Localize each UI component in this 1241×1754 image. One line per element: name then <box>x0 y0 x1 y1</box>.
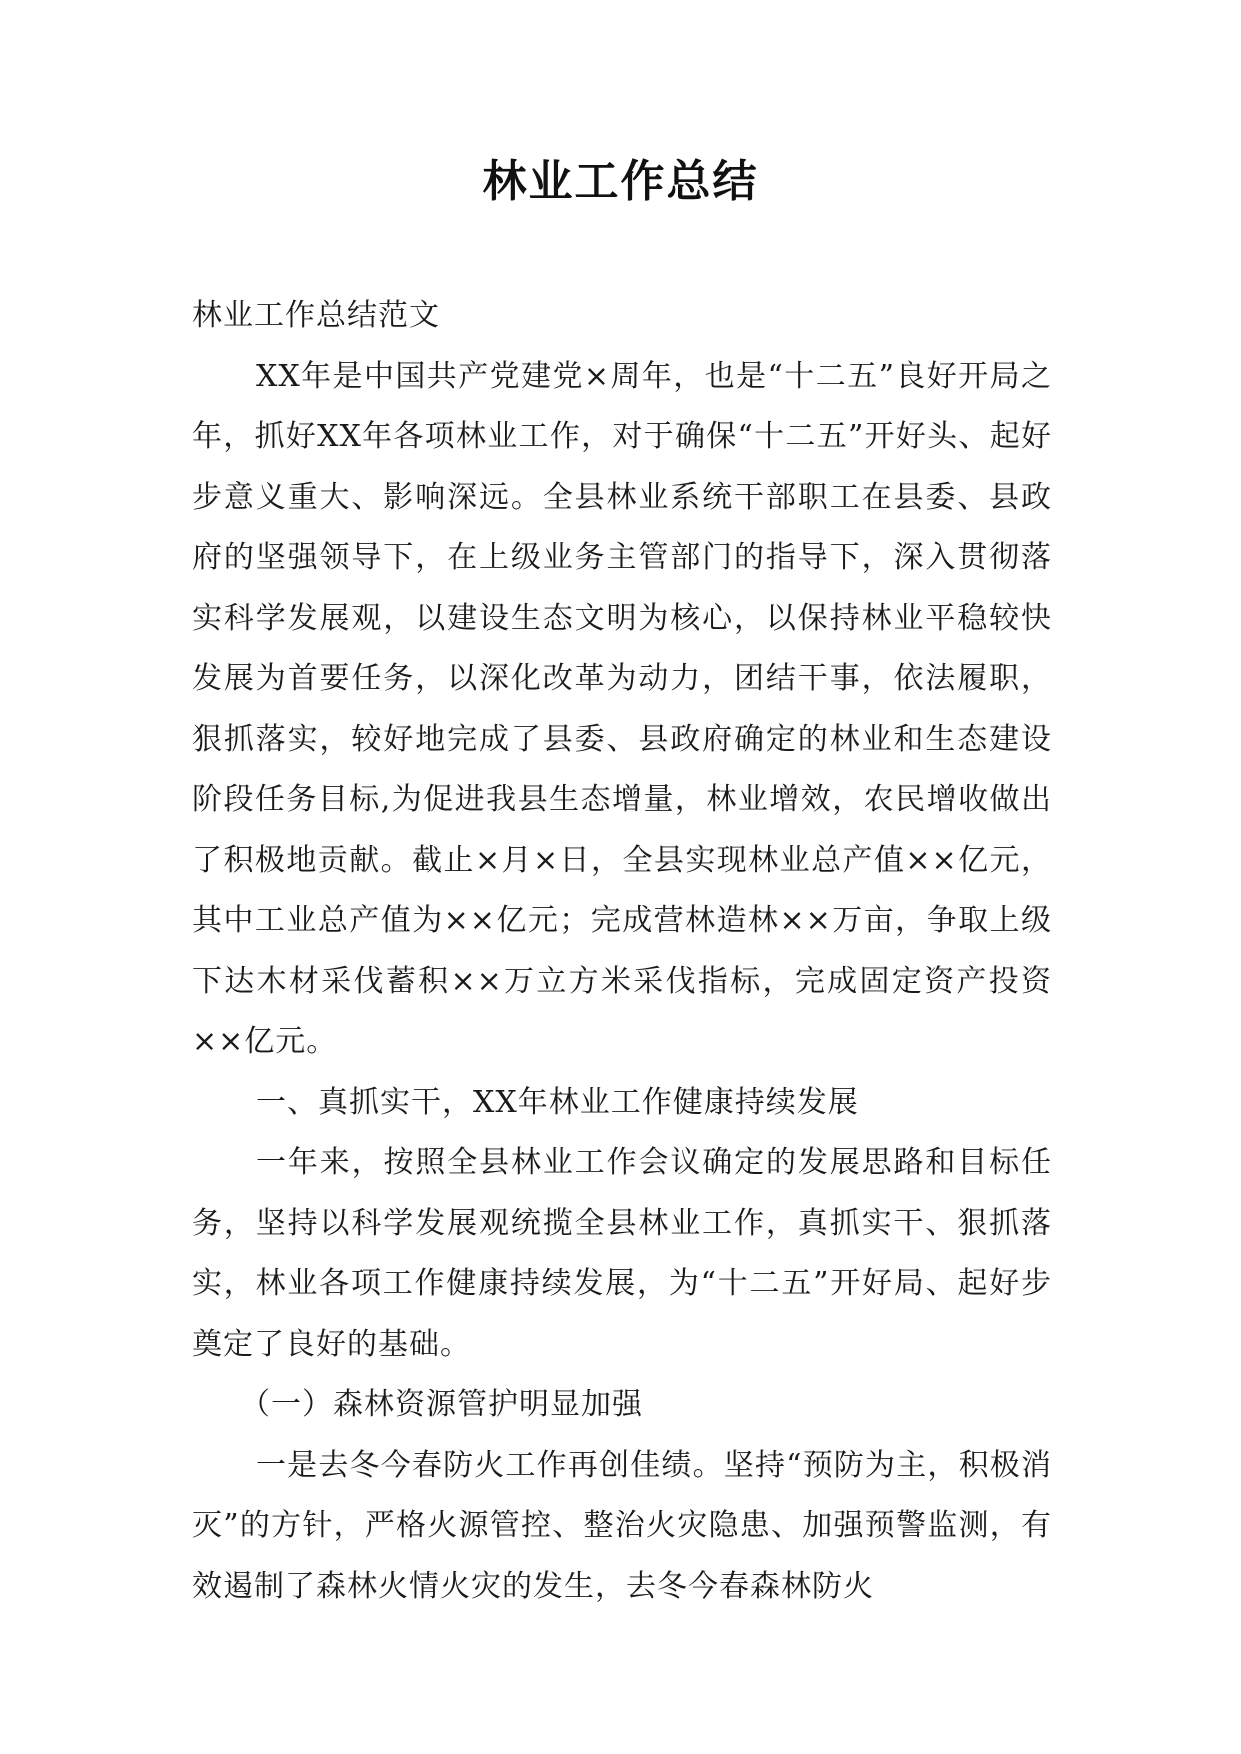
document-title: 林业工作总结 <box>482 156 759 207</box>
paragraph-intro: XX年是中国共产党建党×周年，也是“十二五”良好开局之年，抓好XX年各项林业工作，对于确保“十二五”开好头、起好步意义重大、影响深远。全县林业系统干部职工在县委、县政府的坚强领导下，在上级业务主管部门的指导下，深入贯彻落实科学发展观，以建设生态文明为核心，以保持林业平稳较快发展为首要任务，以深化改革为动力，团结干事，依法履职，狠抓落实，较好地完成了县委、县政府确定的林业和生态建设阶段任务目标,为促进我县生态增量，林业增效，农民增收做出了积极地贡献。截止×月×日，全县实现林业总产值××亿元，其中工业总产值为××亿元；完成营林造林××万亩，争取上级下达木材采伐蓄积××万立方米采伐指标，完成固定资产投资××亿元。 <box>192 358 1052 1059</box>
section-heading-1: 一、真抓实干，XX年林业工作健康持续发展 <box>256 1084 859 1120</box>
document-subtitle: 林业工作总结范文 <box>192 298 440 333</box>
paragraph-section-1: 一年来，按照全县林业工作会议确定的发展思路和目标任务，坚持以科学发展观统揽全县林业工作，真抓实干、狠抓落实，林业各项工作健康持续发展，为“十二五”开好局、起好步奠定了良好的基础。 <box>192 1145 1052 1362</box>
document-body <box>192 286 1052 1617</box>
paragraph-fire-prevention: 一是去冬今春防火工作再创佳绩。坚持“预防为主，积极消灭”的方针，严格火源管控、整治火灾隐患、加强预警监测，有效遏制了森林火情火灾的发生，去冬今春森林防火 <box>192 1447 1052 1604</box>
subsection-heading-1: （一）森林资源管护明显加强 <box>240 1387 643 1422</box>
